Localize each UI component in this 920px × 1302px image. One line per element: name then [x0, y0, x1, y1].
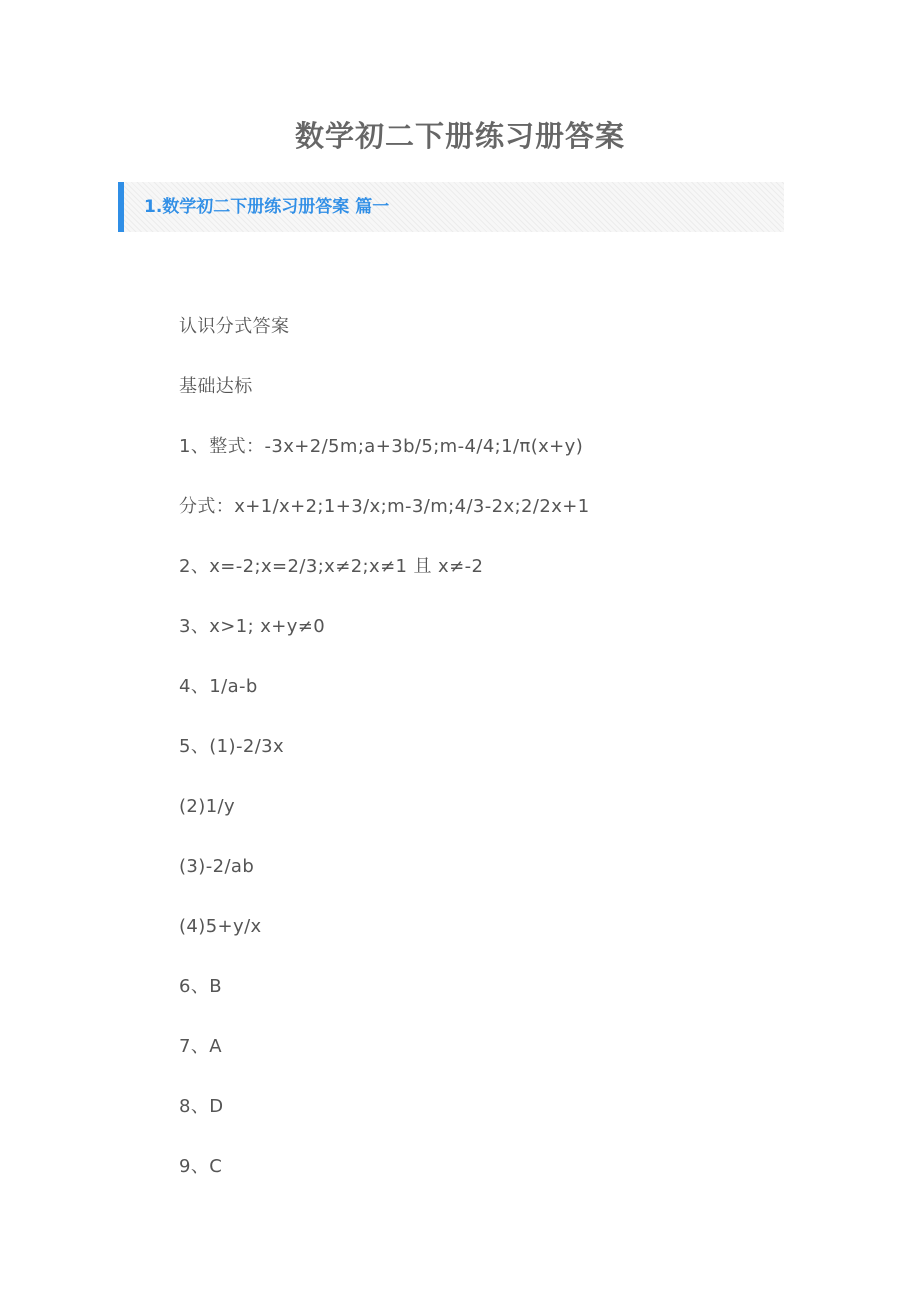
- answer-line: 4、1/a-b: [179, 676, 258, 697]
- page-title: 数学初二下册练习册答案: [294, 119, 625, 153]
- answer-line: 6、B: [179, 976, 223, 997]
- answer-line: 5、(1)-2/3x: [179, 736, 285, 757]
- answer-line: 7、A: [179, 1036, 222, 1057]
- answer-line: 1、整式：-3x+2/5m;a+3b/5;m-4/4;1/π(x+y): [179, 436, 584, 457]
- section-header-bar: [118, 182, 784, 232]
- answer-line: 2、x=-2;x=2/3;x≠2;x≠1 且 x≠-2: [179, 556, 484, 577]
- answer-line: 9、C: [179, 1156, 223, 1177]
- answer-line: (2)1/y: [179, 796, 236, 817]
- answer-line: 8、D: [179, 1096, 224, 1117]
- answer-line: 3、x>1; x+y≠0: [179, 616, 326, 637]
- answer-line: (4)5+y/x: [179, 916, 262, 937]
- answer-list: [179, 312, 799, 1212]
- answer-line: 分式：x+1/x+2;1+3/x;m-3/m;4/3-2x;2/2x+1: [179, 496, 590, 517]
- subsection-label: 基础达标: [179, 376, 253, 397]
- answer-line: (3)-2/ab: [179, 856, 255, 877]
- subsection-title: 认识分式答案: [179, 316, 290, 337]
- section-heading: 1.数学初二下册练习册答案 篇一: [144, 197, 390, 217]
